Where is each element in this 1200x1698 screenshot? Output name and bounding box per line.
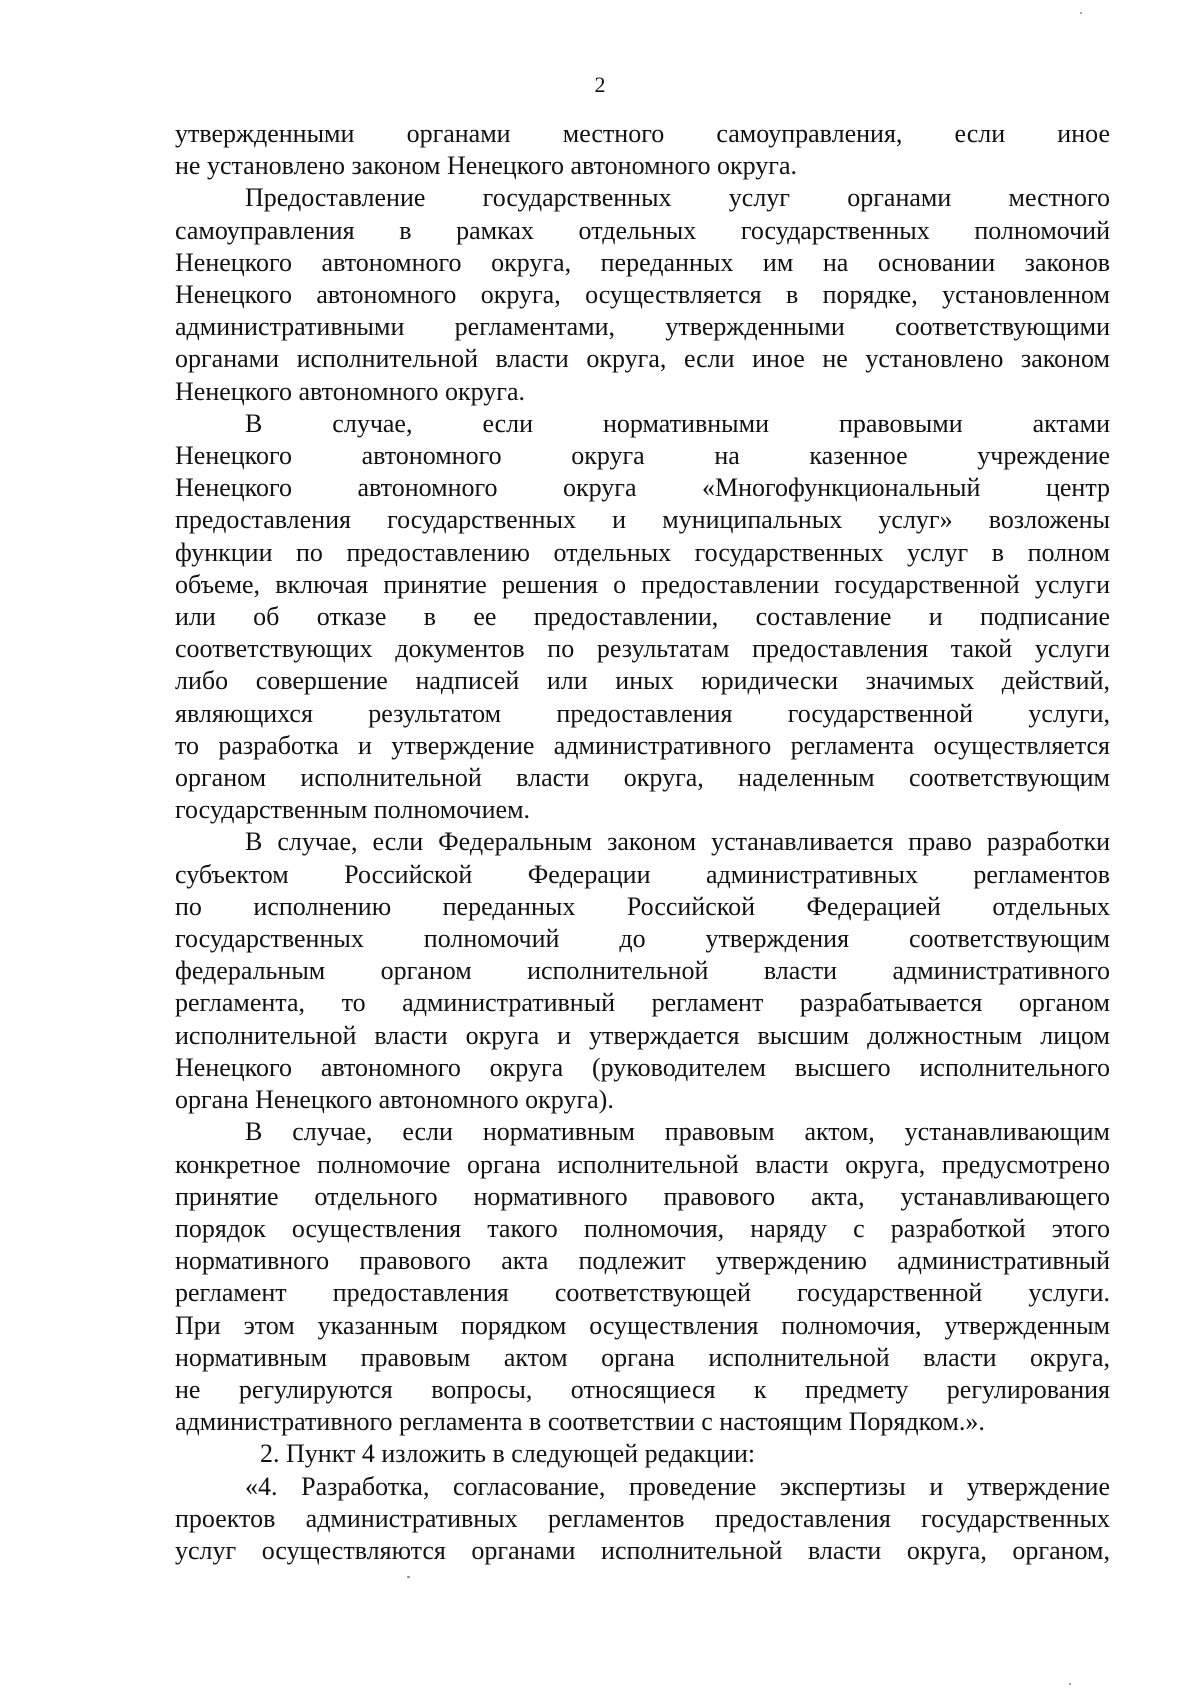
text-line: «4. Разработка, согласование, проведение экспертизы и утверждение: [245, 1471, 1110, 1501]
text-line: не установлено законом Ненецкого автономного округа.: [175, 151, 797, 181]
paragraph-5: [175, 1116, 1110, 1438]
text-line: самоуправления в рамках отдельных государственных полномочий: [175, 215, 1110, 245]
text-line: исполнительной власти округа и утверждается высшим должностным лицом: [175, 1020, 1110, 1050]
text-line: нормативного правового акта подлежит утверждению административный: [175, 1246, 1110, 1276]
text-line: административного регламента в соответствии с настоящим Порядком.».: [175, 1407, 985, 1437]
text-line: являющихся результатом предоставления государственной услуги,: [175, 698, 1110, 728]
text-line: нормативным правовым актом органа исполнительной власти округа,: [175, 1342, 1110, 1372]
text-line: принятие отдельного нормативного правового акта, устанавливающего: [175, 1181, 1110, 1211]
text-line: государственным полномочием.: [175, 795, 531, 825]
text-line: органа Ненецкого автономного округа).: [175, 1085, 614, 1115]
text-line: функции по предоставлению отдельных государственных услуг в полном: [175, 537, 1110, 567]
text-line: услуг осуществляются органами исполнительной власти округа, органом,: [175, 1535, 1110, 1565]
page-number: 2: [594, 72, 606, 97]
text-line: объеме, включая принятие решения о предоставлении государственной услуги: [175, 569, 1110, 599]
text-line: не регулируются вопросы, относящиеся к предмету регулирования: [175, 1374, 1110, 1404]
text-line: соответствующих документов по результатам предоставления такой услуги: [175, 634, 1110, 664]
paragraph-7: [175, 1471, 1110, 1568]
text-line: федеральным органом исполнительной власти административного: [175, 956, 1110, 986]
text-line: органами исполнительной власти округа, если иное не установлено законом: [175, 344, 1110, 374]
text-line: Предоставление государственных услуг органами местного: [245, 183, 1110, 213]
text-line: по исполнению переданных Российской Федерацией отдельных: [175, 891, 1110, 921]
text-line: то разработка и утверждение административного регламента осуществляется: [175, 730, 1110, 760]
text-line: проектов административных регламентов предоставления государственных: [175, 1503, 1110, 1533]
text-line: органом исполнительной власти округа, наделенным соответствующим: [175, 763, 1110, 793]
text-line: 2. Пункт 4 изложить в следующей редакции:: [260, 1439, 756, 1469]
text-line: субъектом Российской Федерации административных регламентов: [175, 859, 1110, 889]
paragraph-6: [175, 1438, 1110, 1470]
scan-speck: [1080, 12, 1082, 14]
text-line: Ненецкого автономного округа (руководителем высшего исполнительного: [175, 1052, 1110, 1082]
text-line: В случае, если Федеральным законом устанавливается право разработки: [245, 827, 1110, 857]
text-line: регламент предоставления соответствующей государственной услуги.: [175, 1278, 1110, 1308]
text-line: утвержденными органами местного самоуправления, если иное: [175, 119, 1110, 148]
text-line: Ненецкого автономного округа, осуществляется в порядке, установленном: [175, 280, 1110, 310]
text-line: Ненецкого автономного округа, переданных им на основании законов: [175, 247, 1110, 277]
paragraph-3: [175, 408, 1110, 827]
paragraph-4: [175, 826, 1110, 1116]
paragraph-1: [175, 118, 1110, 182]
text-line: В случае, если нормативным правовым актом, устанавливающим: [245, 1117, 1110, 1147]
text-line: государственных полномочий до утверждения соответствующим: [175, 924, 1110, 954]
text-line: Ненецкого автономного округа.: [175, 376, 525, 406]
document-body: [175, 118, 1110, 1567]
paragraph-2: [175, 182, 1110, 407]
text-line: регламента, то административный регламент разрабатывается органом: [175, 988, 1110, 1018]
text-line: конкретное полномочие органа исполнительной власти округа, предусмотрено: [175, 1149, 1110, 1179]
text-line: При этом указанным порядком осуществления полномочия, утвержденным: [175, 1310, 1110, 1340]
text-line: предоставления государственных и муниципальных услуг» возложены: [175, 505, 1110, 535]
text-line: порядок осуществления такого полномочия, наряду с разработкой этого: [175, 1213, 1110, 1243]
text-line: В случае, если нормативными правовыми актами: [245, 408, 1110, 438]
text-line: Ненецкого автономного округа «Многофункциональный центр: [175, 473, 1110, 503]
text-line: административными регламентами, утвержденными соответствующими: [175, 312, 1110, 342]
text-line: или об отказе в ее предоставлении, составление и подписание: [175, 602, 1110, 632]
text-line: либо совершение надписей или иных юридически значимых действий,: [175, 666, 1110, 696]
scan-speck: [1069, 1683, 1071, 1685]
scan-speck: [407, 1576, 410, 1578]
text-line: Ненецкого автономного округа на казенное учреждение: [175, 441, 1110, 471]
